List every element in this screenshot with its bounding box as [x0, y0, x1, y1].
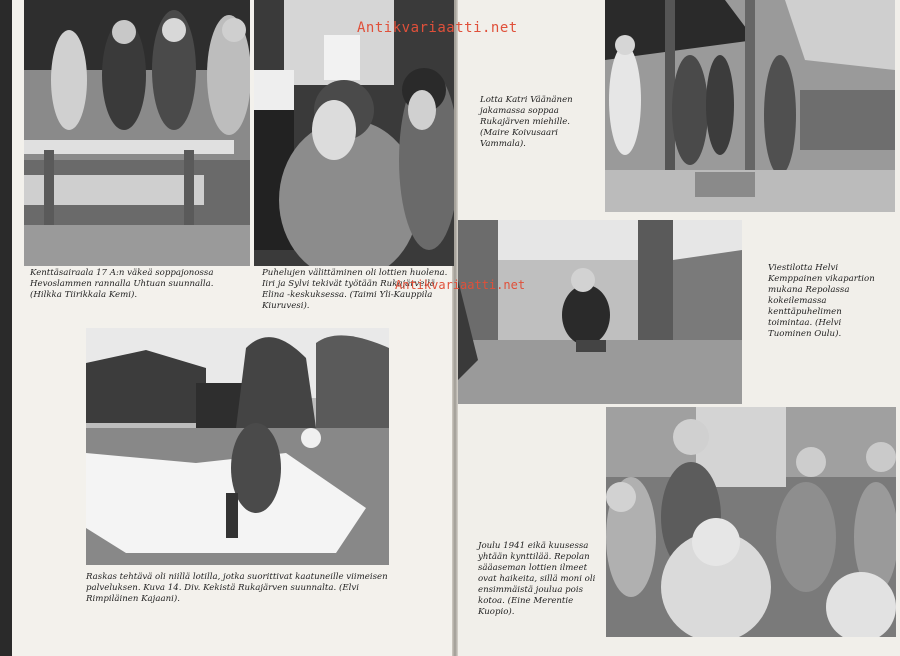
caption-lotta-serving-soup: Lotta Katri Väänänen jakamassa soppaa Rukajärven miehille. (Maire Koivusaari Vammala).	[480, 95, 573, 149]
photo-lotta-serving-soup	[605, 0, 895, 212]
photo-field-hospital-soup-line	[24, 0, 250, 266]
caption-signal-operator: Viestilotta Helvi Kemppainen vikapartion mukana Repolassa kokeilemassa kenttäpuhelimen toimintaa. (Helvi Tuominen Oulu).	[768, 263, 875, 339]
caption-field-hospital: Kenttäsairaala 17 A:n väkeä soppajonossa Hevoslammen rannalla Uhtuan suunnalla. (Hilkka Tiirikkala Kemi).	[30, 268, 214, 300]
caption-telephone-exchange: Puhelujen välittäminen oli lottien huolena. Iiri ja Sylvi tekivät työtään Rukajärvellä Elina -keskuksessa. (Taimi Yli-Kauppila Kiuruvesi).	[262, 268, 448, 311]
photo-signal-operator-field-phone	[458, 220, 742, 404]
photo-telephone-exchange	[254, 0, 454, 266]
watermark-middle: Antikvariaatti.net	[395, 278, 526, 292]
caption-christmas-1941: Joulu 1941 eikä kuusessa yhtään kynttilää. Repolan sääaseman lottien ilmeet ovat haikeita, sillä moni oli ensimmäistä joulua pois kotoa. (Eine Merentie Kuopio).	[478, 541, 596, 617]
photo-burial-service	[86, 328, 389, 565]
caption-burial-service: Raskas tehtävä oli niillä lotilla, jotka suorittivat kaatuneille viimeisen palveluksen. Kuva 14. Div. Kekistä Rukajärven suunnalta. (Elvi Rimpiläinen Kajaani).	[86, 572, 388, 604]
watermark-top: Antikvariaatti.net	[357, 20, 518, 36]
photo-christmas-1941-weather-station	[606, 407, 896, 637]
